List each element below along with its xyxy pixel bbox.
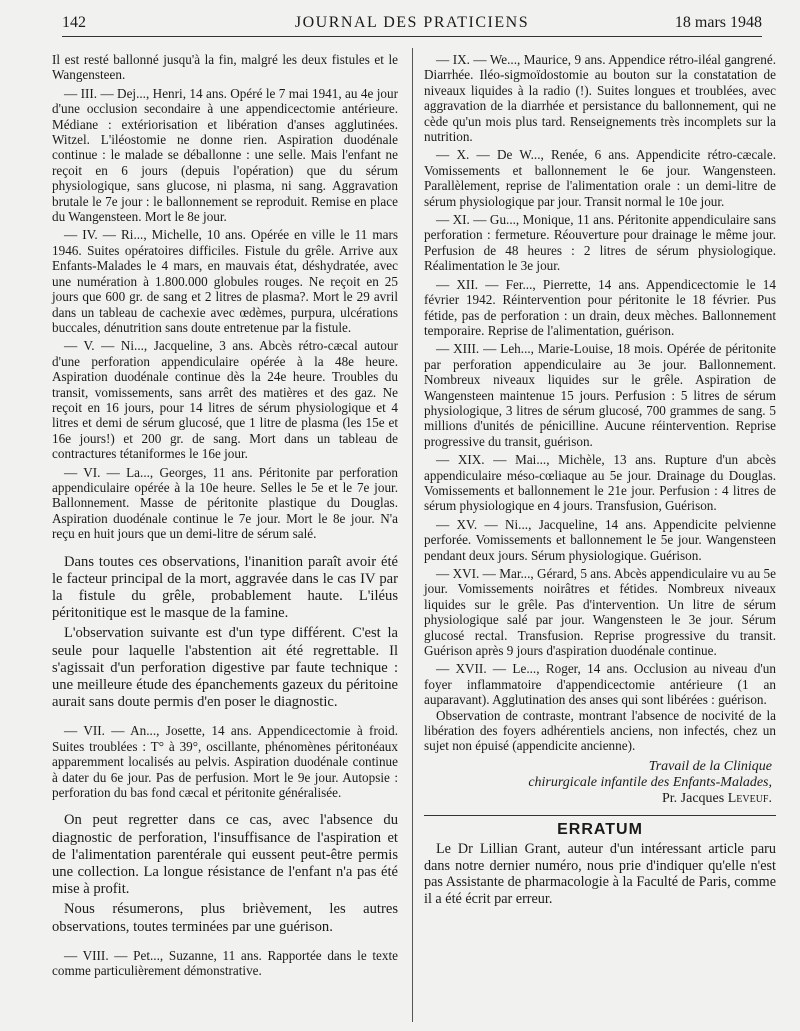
author-name: Leveuf.	[727, 790, 772, 806]
right-column-paragraph: — XIX. — Mai..., Michèle, 13 ans. Rupture d'un abcès appendiculaire méso-cœliaque au 5e jour. Drainage du Douglas. Vomissements et ballonnement le 21e jour. Perfusion : 4 litres de sérum physiologique en 4 jours. Transfusion, Guérison.	[424, 452, 776, 514]
left-column-paragraph: — IV. — Ri..., Michelle, 10 ans. Opérée en ville le 11 mars 1946. Suites opératoires difficiles. Fistule du grêle. Arrive aux Enfants-Malades le 4 mars, en mauvais état, déshydratée, avec une numération à 1.800.000 globules rouges. Ne reçoit en 25 jours que 600 gr. de sang et 2 litres de plasma?. Mort le 29 avril dans un tableau de cachexie avec œdèmes, purpura, ulcérations buccales, dénutrition sans doute entretenue par la fistule.	[52, 227, 398, 335]
erratum-rule	[424, 815, 776, 816]
left-column-paragraph: — VI. — La..., Georges, 11 ans. Péritonite par perforation appendiculaire opérée à la 10e heure. Selles le 5e et le 7e jour. Ballonnement. Masse de péritonite plastique du Douglas. Aspiration duodénale continue le 7e jour. Mort le 8e jour. N'a reçu en huit jours que un demi-litre de sérum salé.	[52, 464, 398, 542]
left-column-paragraph: — V. — Ni..., Jacqueline, 3 ans. Abcès rétro-cæcal autour d'une perforation appendiculaire opérée à la 48e heure. Aspiration duodénale continue dès la 24e heure. Troubles du transit, vomissements, sans arrêt des matières et des gaz. Ne reçoit en 16 jours, pour 14 litres de sérum physiologique et 4 litres et demi de sérum glucosé, que 1 litre de plasma (les 15e et 16e jours!) et 200 gr. de sang. Mort dans un tableau de contractures tétaniformes le 16e jour.	[52, 338, 398, 462]
right-column-paragraph: — XV. — Ni..., Jacqueline, 14 ans. Appendicite pelvienne perforée. Vomissements et ballonnement le 5e jour. Wangensteen pendant deux jours. Sérum physiologique. Guérison.	[424, 516, 776, 563]
right-column-paragraph: — XII. — Fer..., Pierrette, 14 ans. Appendicectomie le 14 février 1942. Réintervention pour péritonite le 18 février. Pus fétide, pas de perforation : un drain, deux mèches. Ballonnement temporaire. Reprise de l'alimentation, guérison.	[424, 276, 776, 338]
left-column-paragraph: L'observation suivante est d'un type différent. C'est la seule pour laquelle l'abstention ait été regrettable. Il s'agissait d'un perforation digestive par faute technique : une meilleure étude des épanchements gazeux du péritoine aurait sans doute permis d'en poser le diagnostic.	[52, 625, 398, 711]
author-prefix: Pr. Jacques	[662, 790, 725, 806]
right-column-paragraph: — XIII. — Leh..., Marie-Louise, 18 mois. Opérée de péritonite par perforation appendiculaire au 3e jour. Ballonnement. Nombreux niveaux liquides sur le grêle. Aspiration de Wangensteen maintenue 15 jours. Perfusion : 5 litres de sérum physiologique, 3 litres de sérum glucosé, 700 grammes de sang. 5 millions d'unités de pénicilline. Aucune réintervention. Reprise progressive du transit, guérison.	[424, 341, 776, 449]
signature-line-1: Travail de la Clinique	[648, 758, 772, 774]
right-column-paragraph: — XI. — Gu..., Monique, 11 ans. Péritonite appendiculaire sans perforation : fermeture. Réouverture pour drainage le même jour. Perfusion de 48 heures : 2 litres de sérum physiologique. Réalimentation le 3e jour.	[424, 212, 776, 274]
left-column	[52, 52, 398, 979]
right-column	[424, 52, 776, 908]
right-column-paragraph: — XVI. — Mar..., Gérard, 5 ans. Abcès appendiculaire vu au 5e jour. Vomissements noirâtres et fétides. Nombreux niveaux liquides sur le grêle. Pas d'intervention. Un litre de sérum physiologique salé par jour. Wangensteen le 3e jour. Sérum glucosé rectal. Transfusion. Reprise progressive du transit. Guérison après 9 jours d'aspiration duodénale continue.	[424, 566, 776, 659]
right-column-paragraph: — X. — De W..., Renée, 6 ans. Appendicite rétro-cæcale. Vomissements et ballonnement le 6e jour. Wangensteen. Parallèlement, reprise de l'alimentation orale : un demi-litre de sérum physiologique par jour. Transit normal le 10e jour.	[424, 147, 776, 209]
page-number: 142	[62, 14, 86, 31]
page-header	[62, 12, 762, 37]
journal-title: JOURNAL DES PRATICIENS	[294, 14, 530, 31]
left-column-paragraph: — VIII. — Pet..., Suzanne, 11 ans. Rapportée dans le texte comme particulièrement démonstrative.	[52, 947, 398, 979]
left-column-paragraph: Nous résumerons, plus brièvement, les autres observations, toutes terminées par une guérison.	[52, 901, 398, 935]
erratum-title: ERRATUM	[557, 820, 643, 838]
left-column-paragraph: On peut regretter dans ce cas, avec l'absence du diagnostic de perforation, l'insuffisance de l'aspiration et de l'alimentation parentérale qui eussent peut-être permis une collection. La longue résistance de l'enfant n'a pas été mise à profit.	[52, 812, 398, 898]
erratum-text: Le Dr Lillian Grant, auteur d'un intéressant article paru dans notre dernier numéro, nous prie d'indiquer qu'elle n'est pas Assistante de pharmacologie à la Faculté de Paris, comme il a été écrit par erreur.	[424, 841, 776, 908]
right-column-observations	[424, 52, 776, 754]
signature-author	[424, 791, 772, 807]
right-column-paragraph: — XVII. — Le..., Roger, 14 ans. Occlusion au niveau d'un foyer inflammatoire d'appendicectomie antérieure (1 an auparavant). Agglutination des anses qui sont libérées : guérison.	[424, 661, 776, 708]
right-column-paragraph: — IX. — We..., Maurice, 9 ans. Appendice rétro-iléal gangrené. Diarrhée. Iléo-sigmoïdostomie au bouton sur la constatation de niveaux liquides à la radio (!). Suites longues et troublées, avec aggravation de la diarrhée et persistance du ballonnement, qui ne cède qu'un mois plus tard. Renseignements très incomplets sur la nutrition.	[424, 52, 776, 145]
left-column-paragraph: Dans toutes ces observations, l'inanition paraît avoir été le facteur principal de la mort, aggravée dans le cas IV par la fistule du grêle, probablement haute. L'iléus péritonitique est le masque de la famine.	[52, 553, 398, 622]
column-divider	[412, 48, 413, 1022]
left-column-paragraph: — III. — Dej..., Henri, 14 ans. Opéré le 7 mai 1941, au 4e jour d'une occlusion secondaire à une appendicectomie antérieure. Médiane : extériorisation et libération d'anses agglutinées. Witzel. L'iléostomie ne donne rien. Aspiration duodénale continue : le malade se déballonne : une selle. Mais l'enfant ne reçoit en 6 jours (depuis l'opération) que du sérum physiologique, sans glucose, ni plasma, ni sang. Aggravation brutale le 7e jour : le ballonnement se reproduit. Remise en place du Wangensteen. Mort le 8e jour.	[52, 85, 398, 225]
right-column-paragraph: Observation de contraste, montrant l'absence de nocivité de la libération des foyers adhérentiels anciens, non infectés, chez un sujet non épuisé (appendicite ancienne).	[424, 707, 776, 754]
left-column-paragraph: Il est resté ballonné jusqu'à la fin, malgré les deux fistules et le Wangensteen.	[52, 52, 398, 83]
left-column-paragraph: — VII. — An..., Josette, 14 ans. Appendicectomie à froid. Suites troublées : T° à 39°, oscillante, phénomènes péritonéaux apparemment localisés au pelvis. Aspiration duodénale continue à dater du 6e jour. Pas de perfusion. Mort le 9e jour. Autopsie : perforation du bas fond cæcal et péritonite généralisée.	[52, 723, 398, 801]
signature-block	[424, 759, 776, 807]
signature-line-2: chirurgicale infantile des Enfants-Malades,	[528, 774, 772, 790]
issue-date: 18 mars 1948	[674, 14, 762, 31]
